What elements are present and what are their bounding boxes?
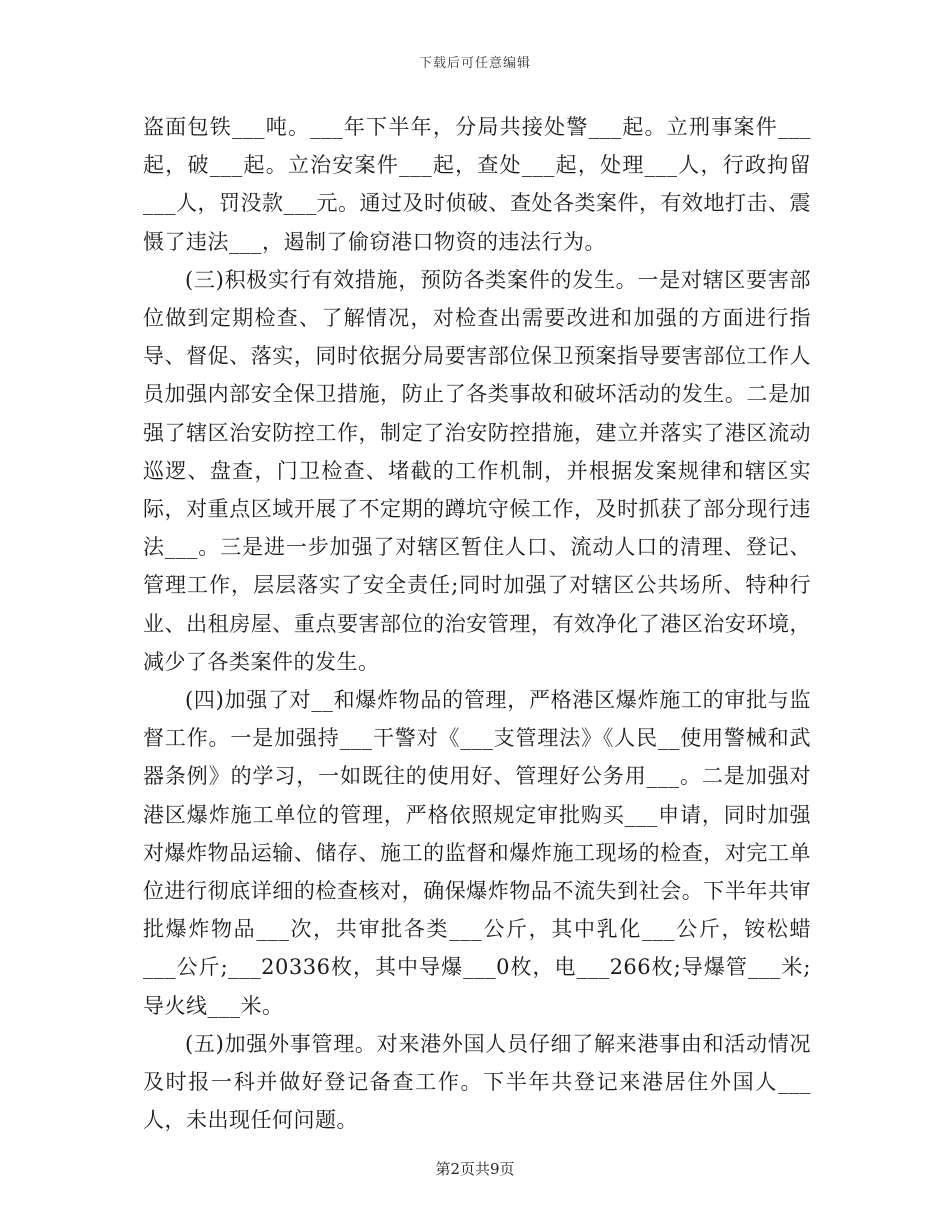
paragraph-3: (四)加强了对__和爆炸物品的管理，严格港区爆炸施工的审批与监督工作。一是加强持___干警对《___支管理法》《人民__使用警械和武器条例》的学习，一如既往的使用好、管理好公务用___。二是加强对港区爆炸施工单位的管理，严格依照规定审批购买___申请，同时加强对爆炸物品运输、储存、施工的监督和爆炸施工现场的检查，对完工单位进行彻底详细的检查核对，确保爆炸物品不流失到社会。下半年共审批爆炸物品___次，共审批各类___公斤，其中乳化___公斤，铵松蜡___公斤;___20336枚，其中导爆___0枚，电___266枚;导爆管___米;导火线___米。	[143, 688, 811, 1018]
page-header: 下载后可任意编辑	[418, 56, 531, 71]
document-body	[143, 108, 811, 1139]
paragraph-2: (三)积极实行有效措施，预防各类案件的发生。一是对辖区要害部位做到定期检查、了解情况，对检查出需要改进和加强的方面进行指导、督促、落实，同时依据分局要害部位保卫预案指导要害部位工作人员加强内部安全保卫措施，防止了各类事故和破坏活动的发生。二是加强了辖区治安防控工作，制定了治安防控措施，建立并落实了港区流动巡逻、盘查，门卫检查、堵截的工作机制，并根据发案规律和辖区实际，对重点区域开展了不定期的蹲坑守候工作，及时抓获了部分现行违法___。三是进一步加强了对辖区暂住人口、流动人口的清理、登记、管理工作，层层落实了安全责任;同时加强了对辖区公共场所、特种行业、出租房屋、重点要害部位的治安管理，有效净化了港区治安环境，减少了各类案件的发生。	[143, 267, 811, 674]
page-number: 第2页共9页	[435, 1160, 515, 1178]
paragraph-4: (五)加强外事管理。对来港外国人员仔细了解来港事由和活动情况及时报一科并做好登记备查工作。下半年共登记来港居住外国人___人，未出现任何问题。	[143, 1031, 811, 1133]
paragraph-1: 盗面包铁___吨。___年下半年，分局共接处警___起。立刑事案件___起，破___起。立治安案件___起，查处___起，处理___人，行政拘留___人，罚没款___元。通过及时侦破、查处各类案件，有效地打击、震慑了违法___，遏制了偷窃港口物资的违法行为。	[143, 115, 811, 254]
